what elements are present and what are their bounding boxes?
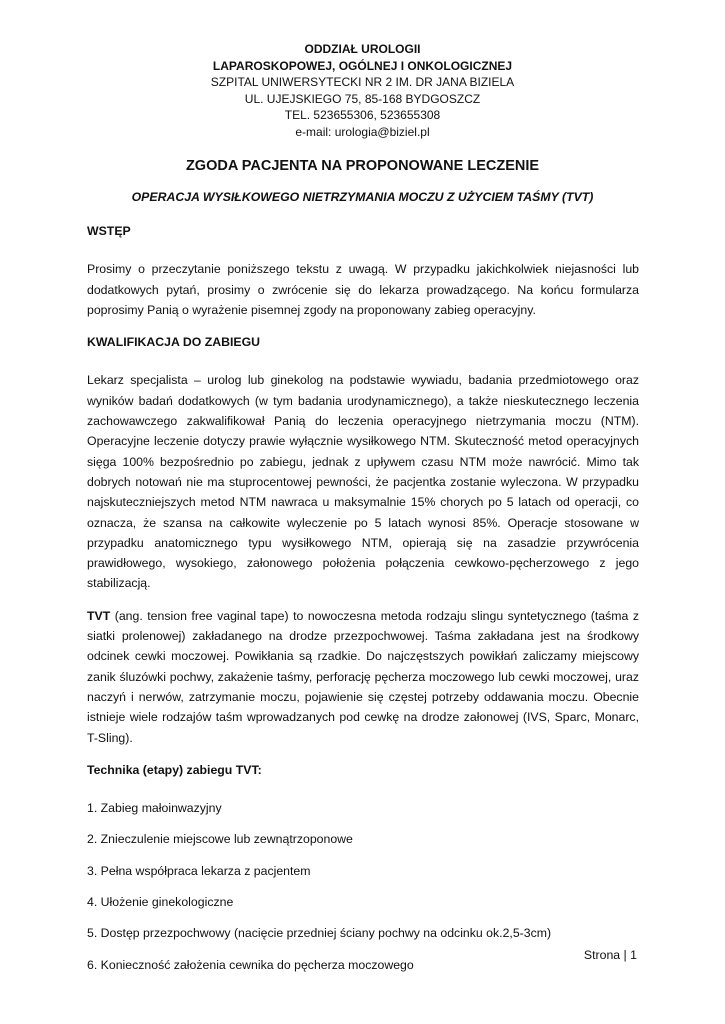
header-email: e-mail: urologia@biziel.pl xyxy=(295,124,430,139)
header-address: UL. UJEJSKIEGO 75, 85-168 BYDGOSZCZ xyxy=(244,91,481,106)
header-department-sub: LAPAROSKOPOWEJ, OGÓLNEJ I ONKOLOGICZNEJ xyxy=(212,58,513,73)
tvt-lead: TVT xyxy=(87,608,111,623)
technique-step: 6. Konieczność założenia cewnika do pęcherza moczowego xyxy=(87,957,414,972)
qualification-paragraph: Lekarz specjalista – urolog lub ginekolog na podstawie wywiadu, badania przedmiotowego oraz wyników badań dodatkowych (w tym badania urodynamicznego), a także nieskutecznego leczenia zachowawczego zakwalifikował Panią do leczenia operacyjnego nietrzymania moczu (NTM). Operacyjne leczenie dotyczy prawie wyłącznie wysiłkowego NTM. Skuteczność metod operacyjnych sięga 100% bezpośrednio po zabiegu, jednak z upływem czasu NTM może nawrócić. Mimo tak dobrych notowań nie ma stuprocentowej pewności, że pacjentka zostanie wyleczona. W przypadku najskuteczniejszych metod NTM nawraca u maksymalnie 15% chorych po 5 latach od operacji, co oznacza, że szansa na całkowite wyleczenie po 5 latach wynosi 85%. Operacje stosowane w przypadku anatomicznego typu wysiłkowego NTM, opierają się na zasadzie przywrócenia prawidłowego, wysokiego, załonowego położenia połączenia cewkowo-pęcherzowego z jego stabilizacją. xyxy=(87,373,639,591)
header-hospital: SZPITAL UNIWERSYTECKI NR 2 IM. DR JANA BIZIELA xyxy=(210,75,515,89)
page-number: Strona | 1 xyxy=(583,948,637,962)
tvt-text: (ang. tension free vaginal tape) to nowoczesna metoda rodzaju slingu syntetycznego (taśma z siatki prolenowej) zakładanego na drodze przezpochwowej. Taśma zakładana jest na środkowy odcinek cewki moczowej. Powikłania są rzadkie. Do najczęstszych powikłań zaliczamy miejscowy zanik śluzówki pochwy, zakażenie taśmy, perforację pęcherza moczowego lub cewki moczowej, uraz naczyń i nerwów, zatrzymanie moczu, pojawienie się częstej potrzeby oddawania moczu. Obecnie istnieje wiele rodzajów taśm wprowadzanych pod cewkę na drodze załonowej (IVS, Sparc, Monarc, T-Sling). xyxy=(87,608,639,745)
technique-step: 4. Ułożenie ginekologiczne xyxy=(87,895,234,910)
technique-step: 5. Dostęp przezpochwowy (nacięcie przedniej ściany pochwy na odcinku ok.2,5-3cm) xyxy=(87,926,552,941)
intro-heading: WSTĘP xyxy=(87,224,131,238)
tvt-paragraph xyxy=(87,606,639,748)
technique-step: 3. Pełna współpraca lekarza z pacjentem xyxy=(87,863,311,878)
header-department: ODDZIAŁ UROLOGII xyxy=(304,42,421,56)
qualification-heading: KWALIFIKACJA DO ZABIEGU xyxy=(87,335,261,350)
document-subtitle: OPERACJA WYSIŁKOWEGO NIETRZYMANIA MOCZU Z UŻYCIEM TAŚMY (TVT) xyxy=(131,190,594,204)
hospital-header xyxy=(0,41,725,140)
intro-paragraph: Prosimy o przeczytanie poniższego tekstu z uwagą. W przypadku jakichkolwiek niejasności lub dodatkowych pytań, prosimy o zwrócenie się do lekarza prowadzącego. Na końcu formularza poprosimy Panią o wyrażenie pisemnej zgody na proponowany zabieg operacyjny. xyxy=(87,262,639,317)
header-phone: TEL. 523655306, 523655308 xyxy=(284,108,441,122)
document-body xyxy=(87,221,639,986)
document-title: ZGODA PACJENTA NA PROPONOWANE LECZENIE xyxy=(185,158,540,174)
technique-step: 1. Zabieg małoinwazyjny xyxy=(87,801,222,816)
technique-step: 2. Znieczulenie miejscowe lub zewnątrzoponowe xyxy=(87,832,353,847)
technique-heading: Technika (etapy) zabiegu TVT: xyxy=(87,762,262,777)
